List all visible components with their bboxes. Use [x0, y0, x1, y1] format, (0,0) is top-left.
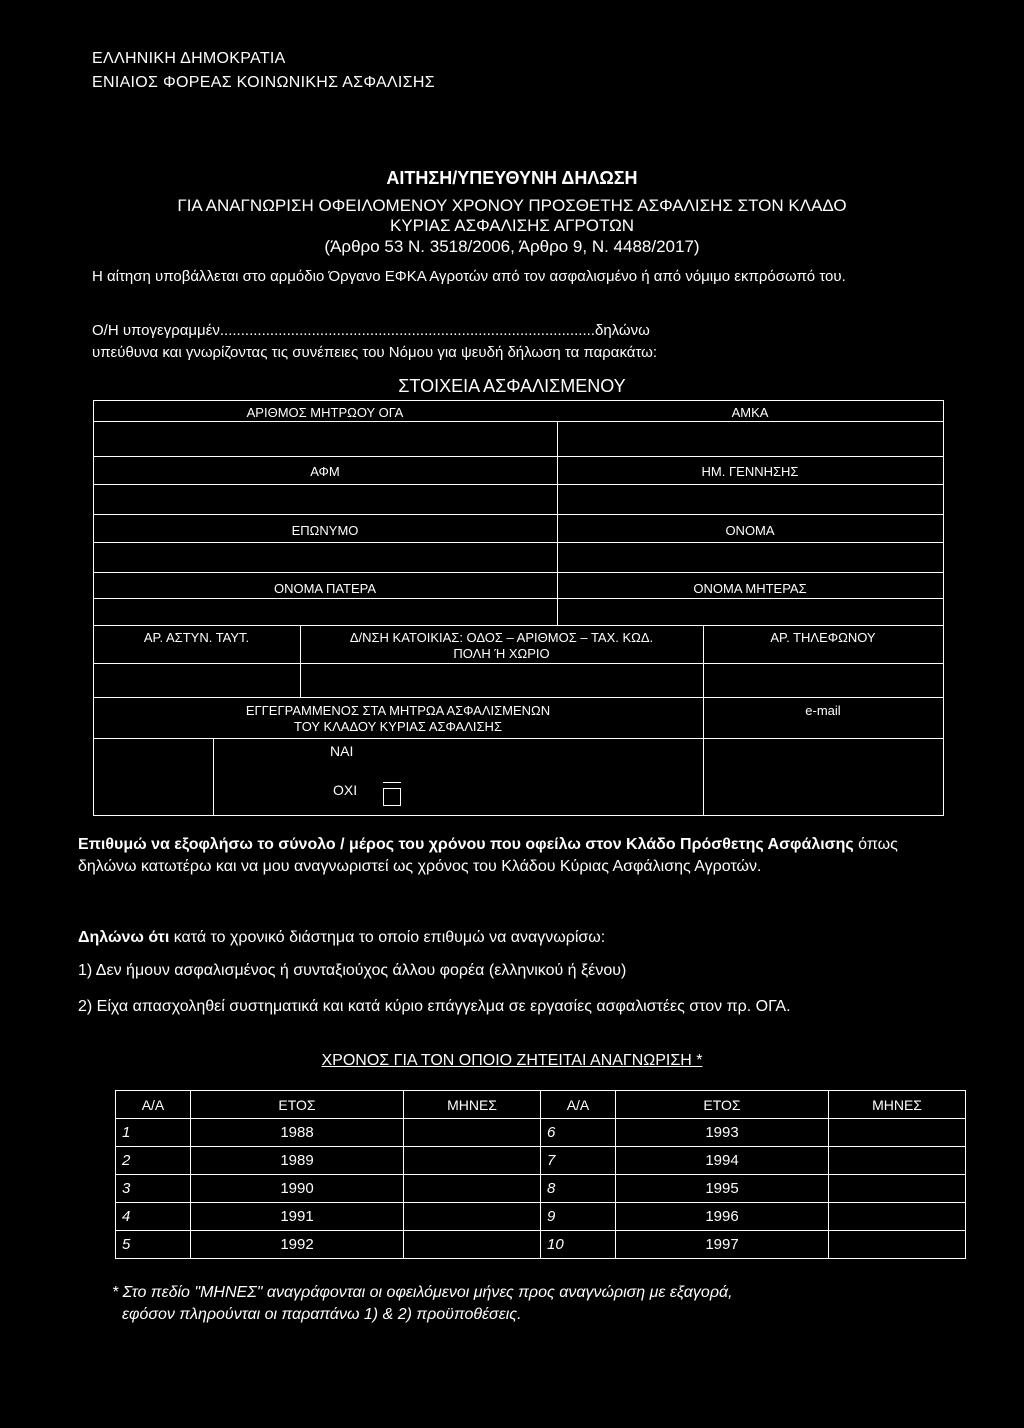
col-header-year-1: ΕΤΟΣ [191, 1091, 404, 1119]
row-number: 10 [541, 1231, 616, 1259]
declarant-line [92, 322, 942, 339]
years-table [115, 1090, 966, 1259]
label-registered-1: ΕΓΓΕΓΡΑΜΜΕΝΟΣ ΣΤΑ ΜΗΤΡΩΑ ΑΣΦΑΛΙΣΜΕΝΩΝ [245, 703, 551, 718]
condition-2: 2) Είχα απασχοληθεί συστηματικά και κατά κύριο επάγγελμα σε εργασίες ασφαλιστέες στον πρ. ΟΓΑ. [78, 998, 791, 1015]
label-birth-date: ΗΜ. ΓΕΝΝΗΣΗΣ [701, 464, 799, 479]
row-number: 5 [116, 1231, 191, 1259]
table-row [116, 1119, 966, 1147]
form-title: ΑΙΤΗΣΗ/ΥΠΕΥΘΥΝΗ ΔΗΛΩΣΗ [386, 168, 638, 188]
months-cell[interactable] [829, 1147, 966, 1175]
label-afm: ΑΦΜ [310, 464, 340, 479]
submission-note: Η αίτηση υποβάλλεται στο αρμόδιο Όργανο ΕΦΚΑ Αγροτών από τον ασφαλισμένο ή από νόμιμο εκπρόσωπό του. [92, 268, 846, 285]
no-checkbox[interactable] [383, 788, 401, 806]
year-cell: 1988 [191, 1119, 404, 1147]
form-subtitle-1: ΓΙΑ ΑΝΑΓΝΩΡΙΣΗ ΟΦΕΙΛΟΜΕΝΟΥ ΧΡΟΝΟΥ ΠΡΟΣΘΕΤΗΣ ΑΣΦΑΛΙΣΗΣ ΣΤΟΝ ΚΛΑΔΟ [177, 196, 847, 215]
label-mother-name: ΟΝΟΜΑ ΜΗΤΕΡΑΣ [693, 581, 807, 596]
col-header-aa-2: Α/Α [541, 1091, 616, 1119]
statement-paragraph-2 [78, 927, 958, 949]
phone-field[interactable] [704, 664, 942, 696]
form-subtitle-2: ΚΥΡΙΑΣ ΑΣΦΑΛΙΣΗΣ ΑΓΡΟΤΩΝ [389, 216, 635, 235]
father-name-field[interactable] [94, 599, 556, 624]
months-cell[interactable] [404, 1203, 541, 1231]
year-cell: 1997 [616, 1231, 829, 1259]
org-line-2: ΕΝΙΑΙΟΣ ΦΟΡΕΑΣ ΚΟΙΝΩΝΙΚΗΣ ΑΣΦΑΛΙΣΗΣ [92, 74, 435, 91]
footnote-line-2: εφόσον πληρούνται οι παραπάνω 1) & 2) προϋποθέσεις. [122, 1306, 522, 1323]
months-cell[interactable] [829, 1119, 966, 1147]
table-row [116, 1147, 966, 1175]
years-table-header [116, 1091, 966, 1119]
row-number: 8 [541, 1175, 616, 1203]
label-no: ΟΧΙ [333, 782, 358, 798]
statement-paragraph-1 [78, 834, 958, 878]
col-header-year-2: ΕΤΟΣ [616, 1091, 829, 1119]
label-phone: ΑΡ. ΤΗΛΕΦΩΝΟΥ [770, 630, 876, 645]
year-cell: 1993 [616, 1119, 829, 1147]
row-number: 1 [116, 1119, 191, 1147]
amka-field[interactable] [558, 422, 942, 455]
section-title: ΣΤΟΙΧΕΙΑ ΑΣΦΑΛΙΣΜΕΝΟΥ [398, 376, 626, 396]
label-name: ΟΝΟΜΑ [725, 523, 775, 538]
months-cell[interactable] [829, 1231, 966, 1259]
table-row [116, 1231, 966, 1259]
year-cell: 1994 [616, 1147, 829, 1175]
declarant-line-2: υπεύθυνα και γνωρίζοντας τις συνέπειες του Νόμου για ψευδή δήλωση τα παρακάτω: [92, 344, 658, 361]
col-header-months-1: ΜΗΝΕΣ [404, 1091, 541, 1119]
row-number: 2 [116, 1147, 191, 1175]
label-father-name: ΟΝΟΜΑ ΠΑΤΕΡΑ [273, 581, 377, 596]
months-cell[interactable] [829, 1175, 966, 1203]
months-cell[interactable] [404, 1175, 541, 1203]
form-legal-ref: (Άρθρο 53 Ν. 3518/2006, Άρθρο 9, Ν. 4488/2017) [324, 237, 700, 256]
year-cell: 1990 [191, 1175, 404, 1203]
statement-2-rest: κατά το χρονικό διάστημα το οποίο επιθυμώ να αναγνωρίσω: [169, 929, 606, 946]
afm-field[interactable] [94, 485, 556, 513]
year-cell: 1992 [191, 1231, 404, 1259]
declarant-prefix: Ο/Η υπογεγραμμέν [92, 322, 220, 339]
year-cell: 1996 [616, 1203, 829, 1231]
row-number: 4 [116, 1203, 191, 1231]
surname-field[interactable] [94, 543, 556, 571]
statement-2-bold: Δηλώνω ότι [78, 929, 170, 946]
label-email: e-mail [805, 703, 841, 718]
declarant-suffix: δηλώνω [594, 322, 650, 339]
statement-1-bold: Επιθυμώ να εξοφλήσω το σύνολο / μέρος του χρόνου που οφείλω στον Κλάδο Πρόσθετης Ασφάλισης [78, 836, 854, 853]
year-cell: 1995 [616, 1175, 829, 1203]
months-cell[interactable] [829, 1203, 966, 1231]
oga-reg-field[interactable] [94, 422, 556, 455]
label-registered-2: ΤΟΥ ΚΛΑΔΟΥ ΚΥΡΙΑΣ ΑΣΦΑΛΙΣΗΣ [294, 719, 502, 734]
email-field[interactable] [704, 739, 942, 814]
years-table-title: ΧΡΟΝΟΣ ΓΙΑ ΤΟΝ ΟΠΟΙΟ ΖΗΤΕΙΤΑΙ ΑΝΑΓΝΩΡΙΣΗ * [321, 1052, 703, 1069]
label-id-number: ΑΡ. ΑΣΤΥΝ. ΤΑΥΤ. [143, 630, 250, 645]
mother-name-field[interactable] [558, 599, 942, 624]
months-cell[interactable] [404, 1147, 541, 1175]
footnote-line-1: * Στο πεδίο "ΜΗΝΕΣ" αναγράφονται οι οφειλόμενοι μήνες προς αναγνώριση με εξαγορά, [112, 1284, 733, 1301]
label-oga-reg: ΑΡΙΘΜΟΣ ΜΗΤΡΩΟΥ ΟΓΑ [246, 405, 404, 420]
address-field[interactable] [301, 664, 702, 696]
row-number: 6 [541, 1119, 616, 1147]
row-number: 9 [541, 1203, 616, 1231]
org-line-1: ΕΛΛΗΝΙΚΗ ΔΗΜΟΚΡΑΤΙΑ [92, 50, 286, 67]
table-row [116, 1175, 966, 1203]
table-row [116, 1203, 966, 1231]
months-cell[interactable] [404, 1119, 541, 1147]
condition-1: 1) Δεν ήμουν ασφαλισμένος ή συνταξιούχος άλλου φορέα (ελληνικού ή ξένου) [78, 962, 627, 979]
row-number: 3 [116, 1175, 191, 1203]
col-header-aa-1: Α/Α [116, 1091, 191, 1119]
row-number: 7 [541, 1147, 616, 1175]
birth-date-field[interactable] [558, 485, 942, 513]
name-field[interactable] [558, 543, 942, 571]
declarant-dots[interactable]: .......................................................................................... [219, 322, 595, 339]
months-cell[interactable] [404, 1231, 541, 1259]
col-header-months-2: ΜΗΝΕΣ [829, 1091, 966, 1119]
statement-1-rest: όπως δηλώνω κατωτέρω και να μου αναγνωριστεί ως χρόνος του Κλάδου Κύριας Ασφάλισης Αγροτών. [78, 836, 898, 875]
label-address-2: ΠΟΛΗ Ή ΧΩΡΙΟ [453, 646, 550, 661]
id-number-field[interactable] [94, 664, 299, 696]
label-surname: ΕΠΩΝΥΜΟ [291, 523, 359, 538]
label-amka: ΑΜΚΑ [731, 405, 769, 420]
label-address-1: Δ/ΝΣΗ ΚΑΤΟΙΚΙΑΣ: ΟΔΟΣ – ΑΡΙΘΜΟΣ – ΤΑΧ. ΚΩΔ. [349, 630, 654, 645]
year-cell: 1989 [191, 1147, 404, 1175]
year-cell: 1991 [191, 1203, 404, 1231]
label-yes: ΝΑΙ [330, 743, 354, 759]
